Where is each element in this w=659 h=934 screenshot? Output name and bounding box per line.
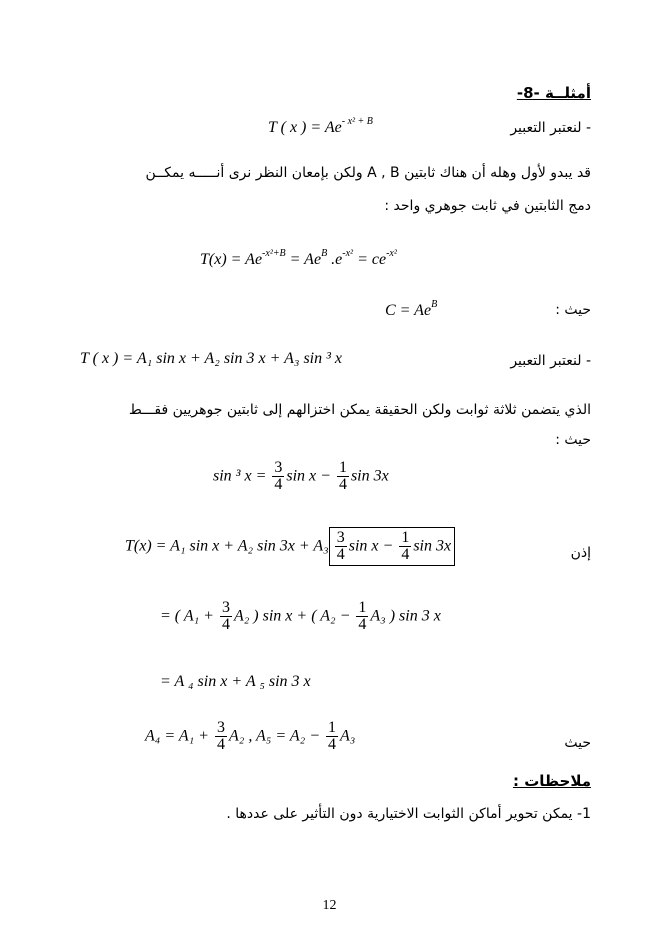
fraction: $\frac{1}{4}$ [338,459,347,493]
equation-3: = ( A₁ + $\frac{3}{4}$ A₂ ) sin x + ( A₂ − $\frac{1}{4}$ A₃ ) sin 3 x [160,599,441,633]
where2-formula: A₄ = A₁ + $\frac{3}{4}$ A₂ , A₅ = A₂ − $\frac{1}{4}$ A₃ [145,719,356,753]
fraction: $\frac{3}{4}$ [274,459,283,493]
thus-equation: T(x) = A₁ sin x + A₂ sin 3x + A₃ $\frac{3}{4}$ sin x − $\frac{1}{4}$ sin 3x [125,527,455,566]
bracket-group: $\frac{3}{4}$ sin x − $\frac{1}{4}$ sin 3x [329,527,455,566]
example2-label: - لنعتبر التعبير [510,353,591,369]
identity-equation: sin ³ x = $\frac{3}{4}$ sin x − $\frac{1}{4}$ sin 3x [213,459,389,493]
note-1: 1- يمكن تحوير أماكن الثوابت الاختيارية دون التأثير على عددها . [226,806,591,822]
section-heading: أمثلــة -8- [516,84,591,102]
example2-formula: T ( x ) = A₁ sin x + A₂ sin 3 x + A₃ sin ³ x [80,350,343,367]
paragraph1-line2: دمج الثابتين في ثابت جوهري واحد : [384,198,591,214]
where2-label: حيث [564,735,591,751]
paragraph1-line1: قد يبدو لأول وهله أن هناك ثابتين A , B ولكن بإمعان النظر نرى أنـــــه يمكــن [145,165,591,181]
where1-formula: $C = Ae^B$ [385,299,438,319]
equation-4: = A ₄ sin x + A ₅ sin 3 x [160,673,311,690]
where1-label: حيث : [555,302,591,318]
example1-label: - لنعتبر التعبير [510,120,591,136]
paragraph2-line1: الذي يتضمن ثلاثة ثوابت ولكن الحقيقة يمكن اختزالهم إلى ثابتين جوهريين فقـــط [128,402,591,418]
thus-label: إذن [570,545,591,561]
paragraph2-line2: حيث : [555,432,591,448]
example1-formula: T ( x ) = $Ae^{- x^2 + B}$ [268,116,373,136]
page-number: 12 [322,898,337,913]
notes-heading: ملاحظات : [512,772,591,790]
equation-1: $T(x) = Ae^{-x^2+B} = Ae^B$ $.e^{-x^2} = ce^{-x^2}$ [200,248,397,268]
